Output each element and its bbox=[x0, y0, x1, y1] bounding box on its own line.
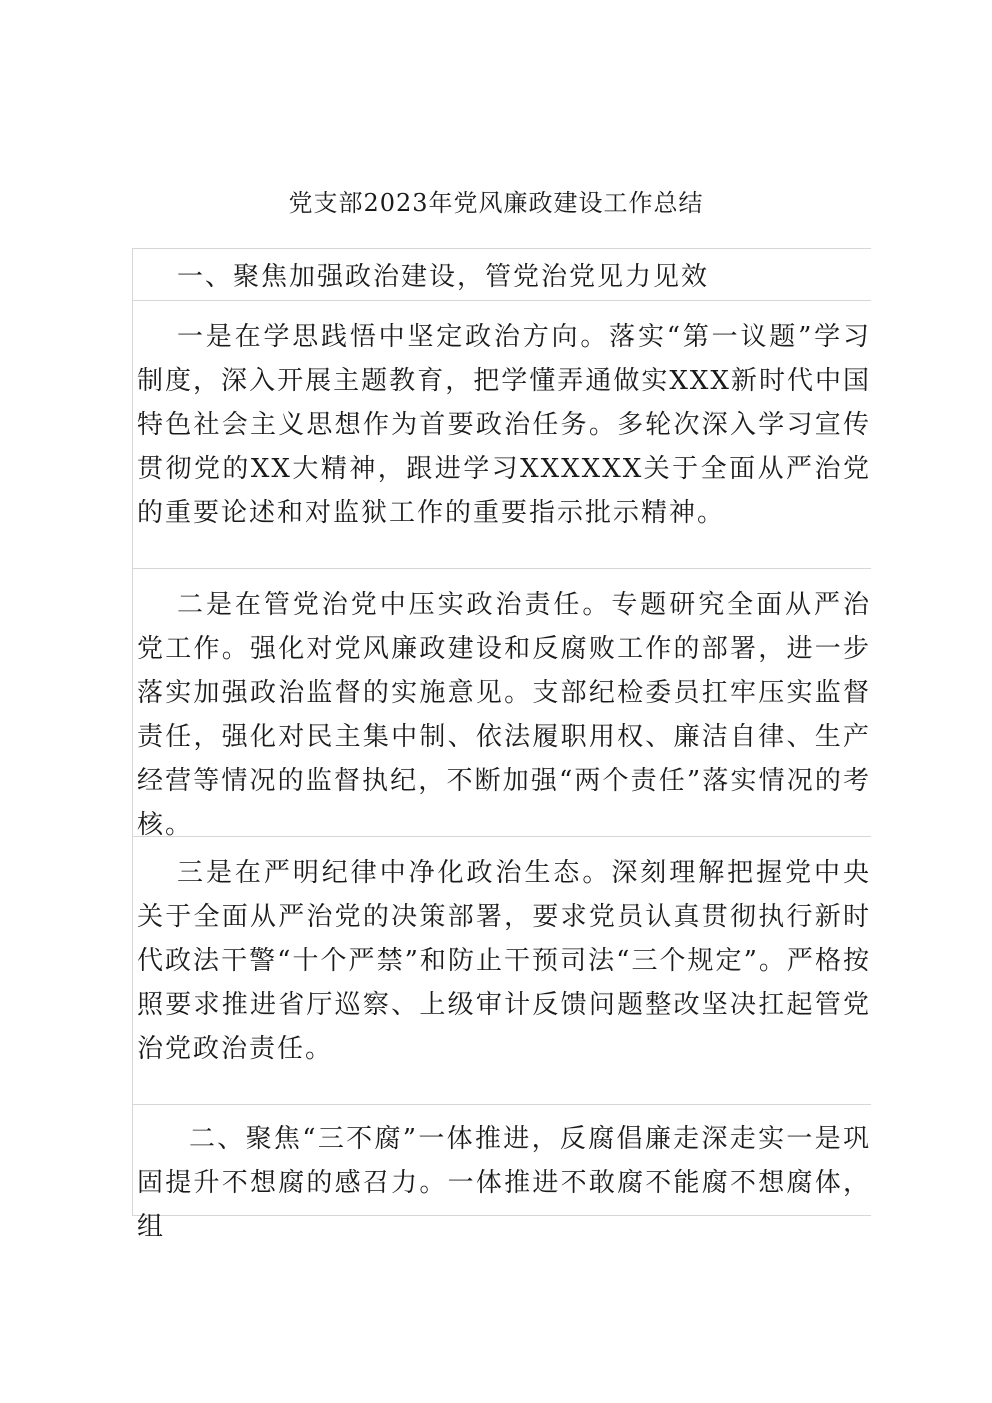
paragraph-block-1 bbox=[133, 300, 871, 568]
document-body bbox=[132, 248, 871, 1242]
paragraph-political-responsibility: 二是在管党治党中压实政治责任。专题研究全面从严治党工作。强化对党风廉政建设和反腐败工作的部署，进一步落实加强政治监督的实施意见。支部纪检委员扛牢压实监督责任，强化对民主集中制、依法履职用权、廉洁自律、生产经营等情况的监督执纪，不断加强“两个责任”落实情况的考核。 bbox=[137, 590, 871, 840]
document-title: 党支部2023年党风廉政建设工作总结 bbox=[288, 189, 704, 217]
paragraph-block-4 bbox=[133, 1104, 871, 1242]
paragraph-block-2 bbox=[133, 568, 871, 840]
paragraph-block-3 bbox=[133, 836, 871, 1104]
section-heading-1-block bbox=[133, 248, 871, 300]
paragraph-political-ecology: 三是在严明纪律中净化政治生态。深刻理解把握党中央关于全面从严治党的决策部署，要求党员认真贯彻执行新时代政法干警“十个严禁”和防止干预司法“三个规定”。严格按照要求推进省厅巡察、上级审计反馈问题整改坚决扛起管党治党政治责任。 bbox=[137, 858, 871, 1064]
section-heading-1: 一、聚焦加强政治建设，管党治党见力见效 bbox=[177, 262, 710, 292]
paragraph-political-direction: 一是在学思践悟中坚定政治方向。落实“第一议题”学习制度，深入开展主题教育，把学懂弄通做实XXX新时代中国特色社会主义思想作为首要政治任务。多轮次深入学习宣传贯彻党的XX大精神，跟进学习XXXXXX关于全面从严治党的重要论述和对监狱工作的重要指示批示精神。 bbox=[137, 322, 871, 528]
section-heading-2-paragraph: 二、聚焦“三不腐”一体推进，反腐倡廉走深走实一是巩固提升不想腐的感召力。一体推进不敢腐不能腐不想腐体，组 bbox=[137, 1124, 871, 1242]
